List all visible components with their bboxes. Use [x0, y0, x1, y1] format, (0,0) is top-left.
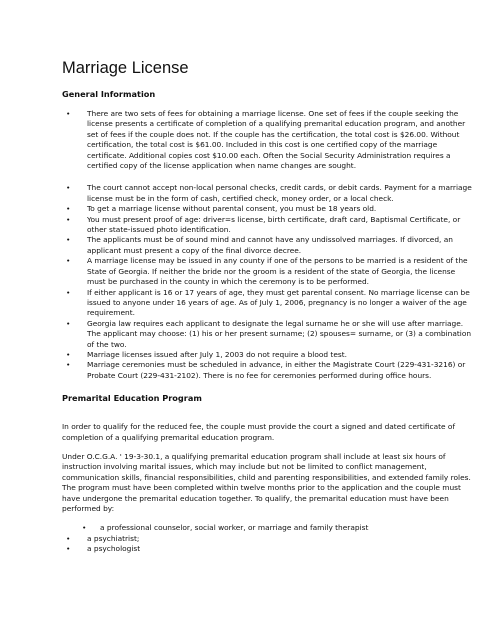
bullet-icon: • — [66, 349, 71, 359]
page-title: Marriage License — [62, 59, 189, 77]
list-item — [62, 109, 473, 171]
list-item — [62, 288, 473, 319]
providers-list — [62, 523, 473, 554]
bullet-icon: • — [66, 235, 71, 245]
section-heading-premarital: Premarital Education Program — [62, 393, 202, 404]
bullet-icon: • — [66, 214, 71, 224]
list-item — [62, 544, 473, 554]
premarital-paragraph-2: Under O.C.G.A. ' 19-3-30.1, a qualifying premarital education program shall include at least six hours of instruction involving marital issues, which may include but not be limited to conflict management, communication skills, financial responsibilities, child and parenting responsibilities, and extended family roles. The program must have been completed within twelve months prior to the application and the couple must have undergone the premarital education together. To qualify, the premarital education must have been performed by: — [62, 451, 471, 513]
list-item-text: A marriage license may be issued in any county if one of the persons to be married is a resident of the State of Georgia. If neither the bride nor the groom is a resident of the state of Georgia, the license must be purchased in the county in which the ceremony is to be performed. — [87, 256, 468, 287]
bullet-icon: • — [66, 360, 71, 370]
list-item — [62, 523, 473, 533]
bullet-icon: • — [66, 183, 71, 193]
list-item — [62, 256, 473, 287]
general-info-list — [62, 109, 473, 381]
list-item-text: The applicants must be of sound mind and cannot have any undissolved marriages. If divorced, an applicant must present a copy of the final divorce decree. — [87, 235, 453, 255]
list-item-text: a psychologist — [87, 544, 141, 554]
spacer — [62, 413, 473, 422]
bullet-icon: • — [66, 533, 71, 543]
list-item — [62, 534, 473, 544]
list-item-text: There are two sets of fees for obtaining a marriage license. One set of fees if the couple seeking the license presents a certificate of completion of a qualifying premarital education program, and another set of fees if the couple does not. If the couple has the certification, the total cost is $26.00. Without certification, the total cost is $61.00. Included in this cost is one certified copy of the marriage certificate. Additional copies cost $10.00 each. Often the Social Security Administration requires a certified copy of the license application when name changes are sought. — [87, 109, 466, 171]
bullet-icon: • — [66, 318, 71, 328]
section-heading-general: General Information — [62, 89, 156, 99]
bullet-icon: • — [66, 287, 71, 297]
list-item — [62, 350, 473, 360]
list-item-text: To get a marriage license without parental consent, you must be 18 years old. — [87, 204, 377, 214]
list-item — [62, 235, 473, 256]
list-item — [62, 319, 473, 350]
list-item — [62, 360, 473, 381]
list-item-text: If either applicant is 16 or 17 years of age, they must get parental consent. No marriage license can be issued to anyone under 16 years of age. As of July 1, 2006, pregnancy is no longer a waiver of the age requirement. — [87, 287, 470, 318]
bullet-icon: • — [66, 256, 71, 266]
list-item-text: Marriage ceremonies must be scheduled in advance, in either the Magistrate Court (229-431-3216) or Probate Court (229-431-2102). There is no fee for ceremonies performed during office hours. — [87, 360, 466, 380]
bullet-icon: • — [66, 544, 71, 554]
spacer — [62, 443, 473, 452]
list-item-text: The court cannot accept non-local personal checks, credit cards, or debit cards. Payment for a marriage license must be in the form of cash, certified check, money order, or a local check. — [87, 183, 472, 203]
bullet-icon: • — [66, 204, 71, 214]
list-item — [62, 215, 473, 236]
bullet-icon: • — [66, 109, 71, 118]
bullet-icon: • — [82, 523, 87, 533]
list-item-text: Georgia law requires each applicant to designate the legal surname he or she will use after marriage. The applicant may choose: (1) his or her present surname; (2) spouses= surname, or (3) a combination of the two. — [87, 318, 472, 349]
list-item-text: a professional counselor, social worker, or marriage and family therapist — [100, 523, 369, 533]
list-item — [62, 183, 473, 204]
list-item-text: Marriage licenses issued after July 1, 2003 do not require a blood test. — [87, 349, 347, 359]
list-item — [62, 204, 473, 214]
spacer — [62, 514, 473, 523]
spacer — [62, 381, 473, 393]
list-item-text: a psychiatrist; — [87, 533, 140, 543]
premarital-paragraph-1: In order to qualify for the reduced fee, the couple must provide the court a signed and dated certificate of completion of a qualifying premarital education program. — [62, 422, 456, 442]
list-item-text: You must present proof of age: driver=s license, birth certificate, draft card, Baptismal Certificate, or other state-issued photo identification. — [87, 214, 461, 235]
